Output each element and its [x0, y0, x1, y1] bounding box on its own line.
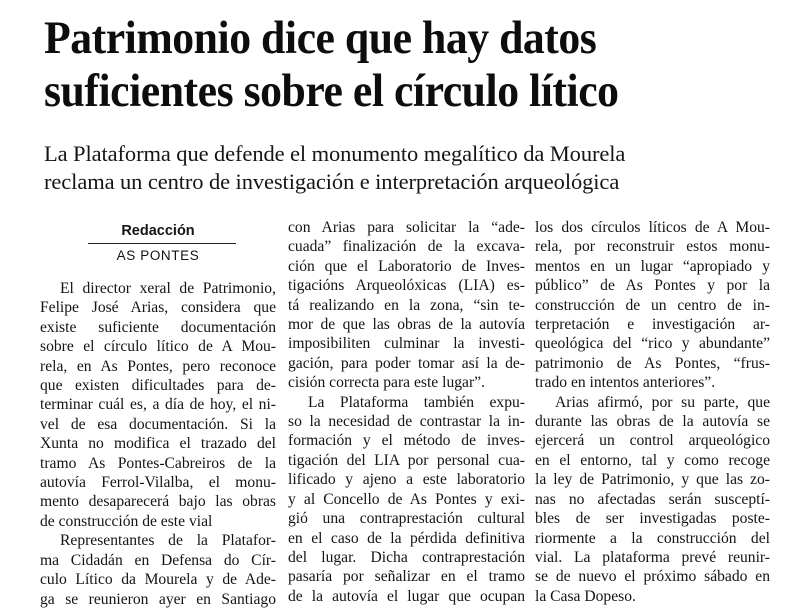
text-line: queológica del “rico y abundante”	[535, 335, 770, 353]
byline-author: Redacción	[121, 223, 195, 239]
text-line: imposibiliten culminar la investi-	[288, 335, 525, 353]
text-line: terpretación e investigación ar-	[535, 316, 770, 334]
text-line: mor de que las obras de la autovía	[288, 316, 525, 334]
text-line: cuada” finalización de la excava-	[288, 238, 525, 256]
byline-location: AS PONTES	[116, 248, 200, 263]
text-line: rela, por reconstruir estos monu-	[535, 238, 770, 256]
text-line: terminar cuál es, a día de hoy, el ni-	[40, 396, 276, 414]
text-line: tigación del LIA por personal cua-	[288, 451, 525, 469]
text-line: existe suficiente documentación	[40, 318, 276, 336]
text-line: gación, para poder tomar así la de-	[288, 354, 525, 372]
text-line: vel de esa documentación. Si la	[40, 415, 276, 433]
text-line: Arias afirmó, por su parte, que	[555, 393, 770, 411]
text-line: trado en intentos anteriores”.	[535, 374, 716, 392]
text-line: lificado y ajeno a este laboratorio	[288, 471, 525, 489]
text-line: Felipe José Arias, considera que	[40, 299, 276, 317]
article-column-1	[40, 218, 276, 609]
subtitle-line: La Plataforma que defende el monumento megalítico da Mourela	[44, 141, 626, 166]
text-line: la Casa Dopeso.	[535, 587, 636, 605]
article-column-3	[535, 218, 770, 606]
text-line: rela, en As Pontes, pero reconoce	[40, 357, 276, 375]
text-line: so la necesidad de contrastar la in-	[288, 413, 525, 431]
text-line: nas no afectadas serán susceptí-	[535, 490, 770, 508]
subtitle	[44, 140, 800, 196]
text-line: ejercerá un control arqueológico	[535, 432, 770, 450]
text-line: patrimonio de As Pontes, “frus-	[535, 354, 770, 372]
text-line: y al Concello de As Pontes y exi-	[288, 490, 525, 508]
text-line: El director xeral de Patrimonio,	[60, 280, 276, 297]
text-line: Xunta no modifica el trazado del	[40, 435, 276, 453]
text-line: riormente a la construcción del	[535, 529, 770, 547]
text-line: autovía Ferrol-Vilalba, el monu-	[40, 474, 276, 492]
article-column-2	[288, 218, 525, 606]
text-line: durante las obras de la autovía se	[535, 413, 770, 431]
text-line: cisión correcta para este lugar”.	[288, 374, 485, 392]
subtitle-line: reclama un centro de investigación e interpretación arqueológica	[44, 169, 620, 194]
headline	[44, 12, 732, 118]
text-line: la ley de Patrimonio, y que las zo-	[535, 471, 770, 489]
text-line: de construcción de este vial	[40, 512, 213, 530]
text-line: tigacións Arqueolóxicas (LIA) es-	[288, 277, 525, 295]
text-line: vial. La plataforma prevé reunir-	[535, 548, 770, 566]
text-line: tramo As Pontes-Cabreiros de la	[40, 454, 276, 472]
text-line: con Arias para solicitar la “ade-	[288, 219, 525, 236]
text-line: construcción de un centro de in-	[535, 296, 770, 314]
text-line: de la autovía el lugar que ocupan	[288, 587, 525, 605]
text-line: tá realizando en la zona, “sin te-	[288, 296, 525, 314]
text-line: los dos círculos líticos de A Mou-	[535, 219, 770, 236]
headline-line: Patrimonio dice que hay datos	[44, 12, 597, 64]
text-line: ción que el Laboratorio de Inves-	[288, 257, 525, 275]
text-line: La Plataforma también expu-	[308, 393, 525, 411]
text-line: mentos en un lugar “apropiado y	[535, 257, 770, 275]
text-line: sobre el círculo lítico de A Mou-	[40, 338, 276, 356]
text-line: culo Lítico da Mourela y de Ade-	[40, 571, 276, 589]
text-line: del lugar. Dicha contraprestación	[288, 548, 525, 566]
text-line: se de nuevo el próximo sábado en	[535, 568, 770, 586]
text-line: pasaría por señalizar en el tramo	[288, 568, 525, 586]
text-line: público” de As Pontes y por la	[535, 277, 770, 295]
byline-divider	[88, 243, 236, 244]
text-line: en el caso de la pérdida definitiva	[288, 529, 525, 547]
text-line: gió una contraprestación cultural	[288, 510, 525, 528]
text-line: en el entorno, tal y como recoge	[535, 451, 770, 469]
text-line: ma Cidadán en Defensa do Cír-	[40, 551, 276, 569]
headline-line: suficientes sobre el círculo lítico	[44, 65, 619, 117]
text-line: Representantes de la Platafor-	[60, 532, 276, 550]
text-line: ga se reunieron ayer en Santiago	[40, 590, 276, 608]
text-line: mento desaparecerá bajo las obras	[40, 493, 276, 511]
text-line: formación y el método de inves-	[288, 432, 525, 450]
text-line: que existen dificultades para de-	[40, 377, 276, 395]
text-line: bles de ser investigadas poste-	[535, 510, 770, 528]
